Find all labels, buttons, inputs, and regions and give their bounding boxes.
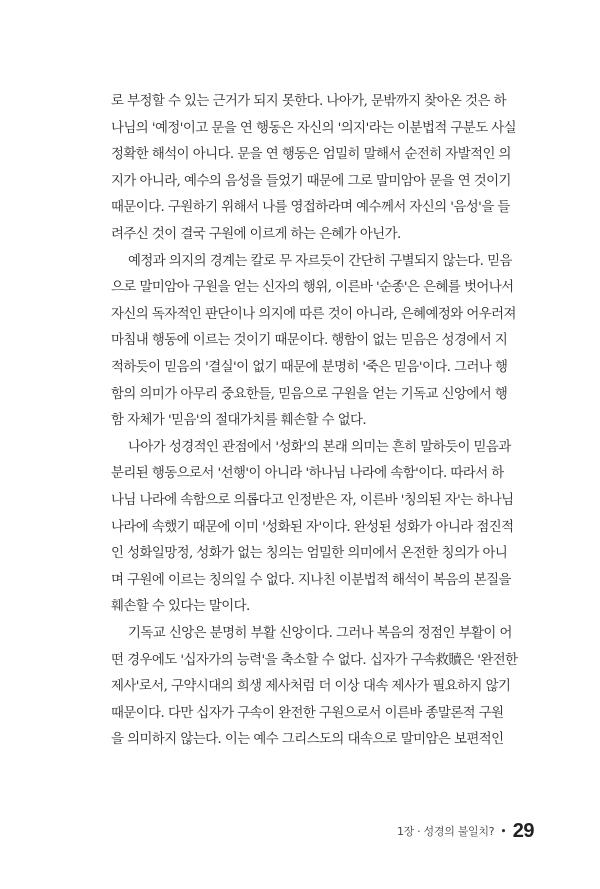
text-line: 떤 경우에도 '십자가의 능력'을 축소할 수 없다. 십자가 구속救贖은 '완전한 bbox=[111, 652, 518, 668]
paragraph-first-line: 나아가 성경적인 관점에서 '성화'의 본래 의미는 흔히 말하듯이 믿음과 bbox=[128, 439, 511, 455]
running-footer-chapter: 1장 · 성경의 불일치? bbox=[396, 825, 495, 838]
text-line: 때문이다. 다만 십자가 구속이 완전한 구원으로서 이른바 종말론적 구원 bbox=[111, 705, 504, 721]
text-line: 제사'로서, 구약시대의 희생 제사처럼 더 이상 대속 제사가 필요하지 않기 bbox=[111, 679, 511, 695]
text-line: 나님의 '예정'이고 문을 연 행동은 자신의 '의지'라는 이분법적 구분도 사실 bbox=[111, 120, 517, 136]
text-line: 분리된 행동으로서 '선행'이 아니라 '하나님 나라에 속함'이다. 따라서 하 bbox=[111, 466, 504, 482]
text-line: 려주신 것이 결국 구원에 이르게 하는 은혜가 아닌가. bbox=[111, 227, 401, 242]
text-line: 지가 아니라, 예수의 음성을 들었기 때문에 그로 말미암아 문을 연 것이기 bbox=[111, 173, 511, 189]
text-line: 함 자체가 '믿음'의 절대가치를 훼손할 수 없다. bbox=[111, 413, 367, 429]
text-line: 으로 말미암아 구원을 얻는 신자의 행위, 이른바 '순종'은 은혜를 벗어나서 bbox=[111, 280, 514, 296]
footer-bullet: • bbox=[500, 824, 507, 838]
text-line: 정확한 해석이 아니다. 문을 연 행동은 엄밀히 말해서 순전히 자발적인 의 bbox=[111, 147, 511, 163]
text-line: 인 성화일망정, 성화가 없는 칭의는 엄밀한 의미에서 온전한 칭의가 아니 bbox=[111, 546, 508, 562]
text-line: 훼손할 수 있다는 말이다. bbox=[111, 599, 250, 615]
text-line: 며 구원에 이르는 칭의일 수 없다. 지나친 이분법적 해석이 복음의 본질을 bbox=[111, 572, 511, 588]
paragraph-first-line: 예정과 의지의 경계는 칼로 무 자르듯이 간단히 구별되지 않는다. 믿음 bbox=[128, 253, 512, 269]
text-line: 자신의 독자적인 판단이나 의지에 따른 것이 아니라, 은혜예정와 어우러져 bbox=[111, 306, 516, 322]
text-line: 마침내 행동에 이르는 것이기 때문이다. 행함이 없는 믿음은 성경에서 지 bbox=[111, 333, 508, 349]
text-line: 나님 나라에 속함으로 의롭다고 인정받은 자, 이른바 '칭의된 자'는 하나님 bbox=[111, 493, 514, 508]
paragraph-first-line: 기독교 신앙은 분명히 부활 신앙이다. 그러나 복음의 정점인 부활이 어 bbox=[128, 626, 512, 641]
page-footer bbox=[397, 816, 534, 846]
page-number: 29 bbox=[512, 819, 534, 842]
text-line: 때문이다. 구원하기 위해서 나를 영접하라며 예수께서 자신의 '음성'을 들 bbox=[111, 200, 510, 216]
text-line: 을 의미하지 않는다. 이는 예수 그리스도의 대속으로 말미암은 보편적인 bbox=[111, 732, 504, 748]
text-line: 나라에 속했기 때문에 이미 '성화된 자'이다. 완성된 성화가 아니라 점진적 bbox=[111, 519, 514, 535]
text-line: 로 부정할 수 있는 근거가 되지 못한다. 나아가, 문밖까지 찾아온 것은 하 bbox=[111, 94, 506, 109]
text-line: 적하듯이 믿음의 '결실'이 없기 때문에 분명히 '죽은 믿음'이다. 그러나 행 bbox=[111, 360, 508, 375]
text-line: 함의 의미가 아무리 중요한들, 믿음으로 구원을 얻는 기독교 신앙에서 행 bbox=[111, 386, 508, 402]
